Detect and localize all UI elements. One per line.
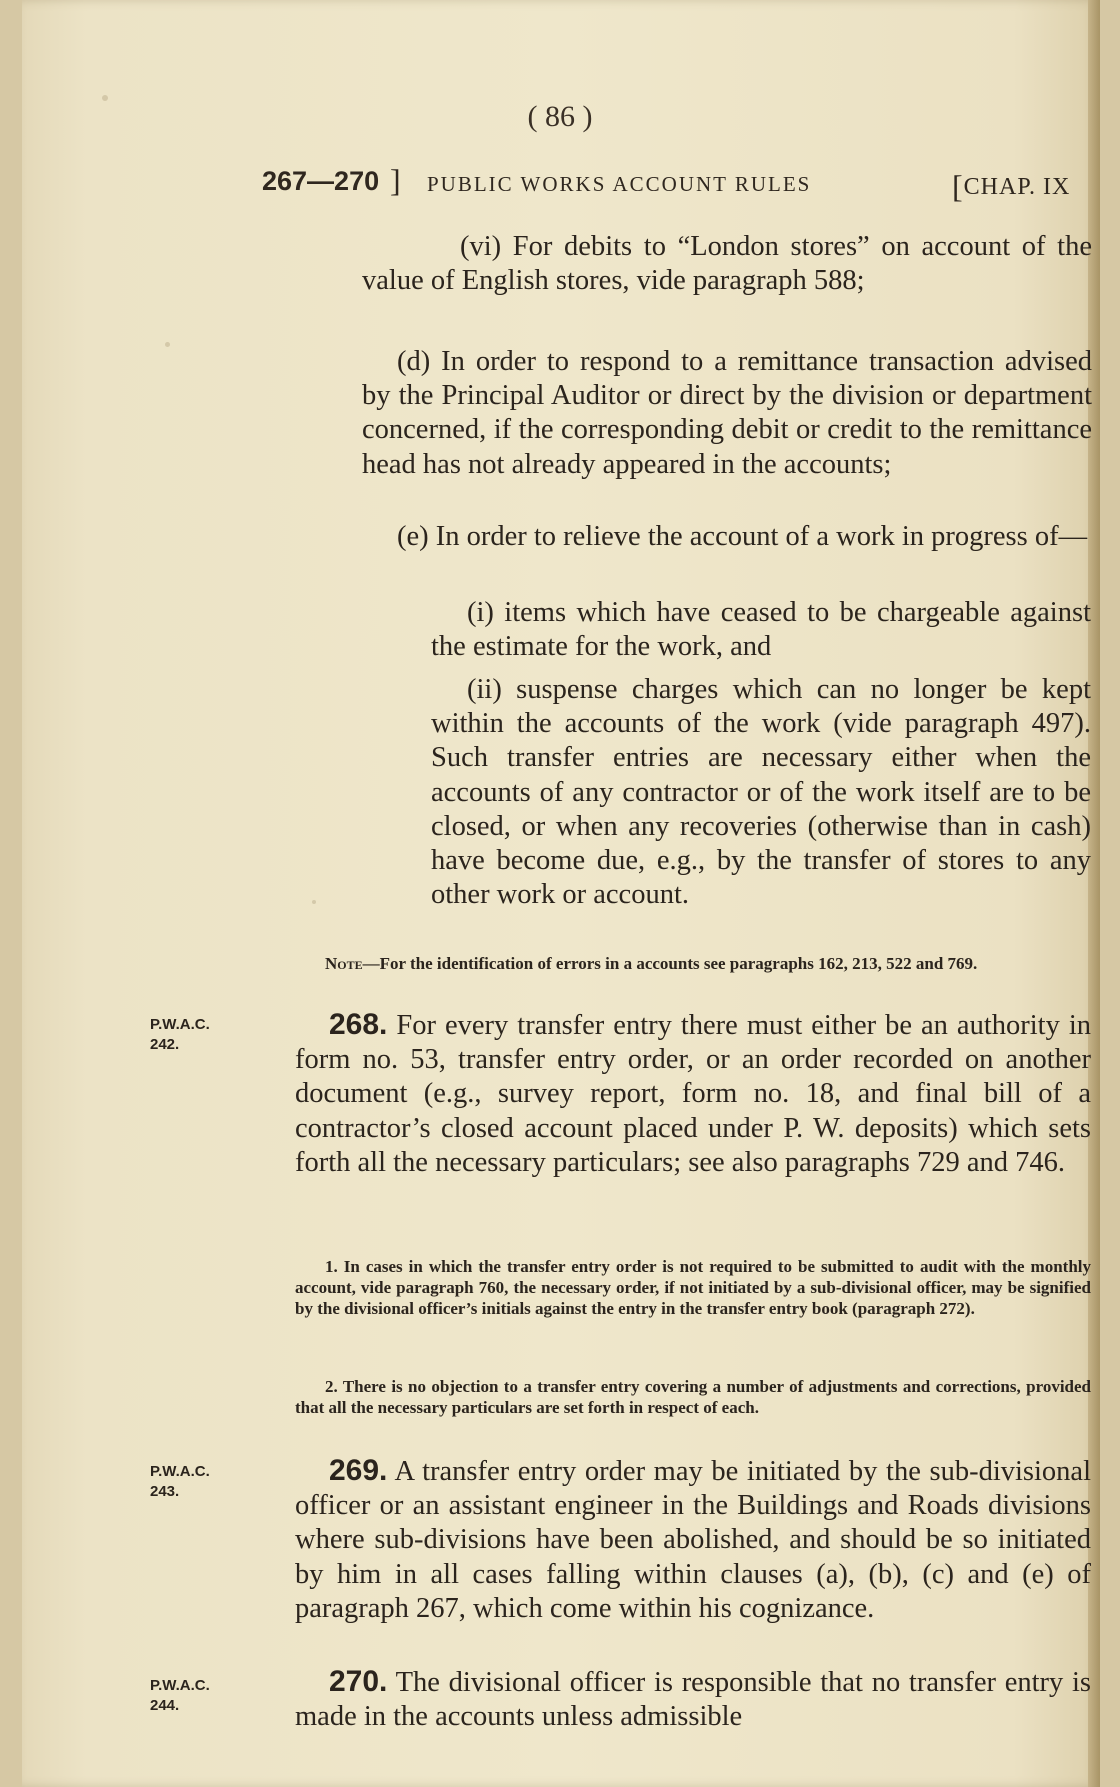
section-text: A transfer entry order may be initiated by the sub-divisional officer or an assistant engineer in the Buildings and Roads divisions where sub-divisions have been abolished, and should be so initiated by him in all cases falling within clauses (a), (b), (c) and (e) of paragraph 267, which come within his cognizance. bbox=[295, 1456, 1091, 1624]
margin-ref-number: 244. bbox=[150, 1697, 180, 1714]
header-paragraph-range: 267—270 bbox=[262, 166, 380, 196]
note-text: —For the identification of errors in a accounts see paragraphs 162, 213, 522 and 769. bbox=[362, 954, 978, 973]
running-header bbox=[262, 162, 1097, 206]
margin-ref-number: 242. bbox=[150, 1036, 180, 1053]
clause-e-i: (i) items which have ceased to be chargeable against the estimate for the work, and bbox=[431, 597, 1091, 663]
section-269 bbox=[295, 1454, 1091, 1626]
margin-ref-243 bbox=[150, 1462, 260, 1502]
section-number: 269. bbox=[329, 1454, 388, 1487]
note-268-2: 2. There is no objection to a transfer entry covering a number of adjustments and corrections, provided that all the necessary particulars are set forth in respect of each. bbox=[295, 1377, 1091, 1417]
header-chapter bbox=[952, 168, 1070, 205]
page-number: ( 86 ) bbox=[527, 100, 593, 133]
margin-ref-code: P.W.A.C. bbox=[150, 1016, 210, 1033]
header-bracket: ] bbox=[390, 162, 401, 198]
margin-ref-number: 243. bbox=[150, 1483, 180, 1500]
section-268 bbox=[295, 1008, 1091, 1180]
clause-vi: (vi) For debits to “London stores” on account of the value of English stores, vide paragraph 588; bbox=[362, 231, 1092, 297]
note-label: Note bbox=[325, 954, 363, 973]
paper-stain bbox=[312, 900, 316, 904]
margin-ref-242 bbox=[150, 1015, 260, 1055]
section-text: For every transfer entry there must either be an authority in form no. 53, transfer entry order, or an order recorded on another document (e.g., survey report, form no. 18, and final bill of a contractor’s closed account placed under P. W. deposits) which sets forth all the necessary particulars; see also paragraphs 729 and 746. bbox=[295, 1010, 1091, 1178]
section-270 bbox=[295, 1665, 1091, 1734]
clause-e: (e) In order to relieve the account of a work in progress of— bbox=[397, 521, 1088, 552]
margin-ref-code: P.W.A.C. bbox=[150, 1463, 210, 1480]
note-268-1: 1. In cases in which the transfer entry order is not required to be submitted to audit with the monthly account, vide paragraph 760, the necessary order, if not initiated by a sub-divisional officer, may be signified by the divisional officer’s initials against the entry in the transfer entry book (paragraph 272). bbox=[295, 1257, 1091, 1318]
section-text: The divisional officer is responsible that no transfer entry is made in the accounts unless admissible bbox=[295, 1667, 1091, 1733]
margin-ref-244 bbox=[150, 1676, 260, 1716]
note-identification-of-errors bbox=[295, 953, 1091, 974]
header-chapter-bracket: [ bbox=[952, 168, 964, 204]
margin-ref-code: P.W.A.C. bbox=[150, 1677, 210, 1694]
header-title: PUBLIC WORKS ACCOUNT RULES bbox=[427, 172, 812, 196]
clause-e-ii: (ii) suspense charges which can no longer be kept within the accounts of the work (vide paragraph 497). Such transfer entries are necessary either when the accounts of any contractor or of the work itself are to be closed, or when any recoveries (otherwise than in cash) have become due, e.g., by the transfer of stores to any other work or account. bbox=[431, 674, 1091, 911]
header-chapter-label: CHAP. IX bbox=[963, 174, 1071, 200]
section-number: 270. bbox=[329, 1665, 388, 1698]
section-number: 268. bbox=[329, 1008, 388, 1041]
paper-stain bbox=[165, 342, 170, 347]
clause-d: (d) In order to respond to a remittance transaction advised by the Principal Auditor or direct by the division or department concerned, if the corresponding debit or credit to the remittance head has not already appeared in the accounts; bbox=[362, 346, 1092, 480]
